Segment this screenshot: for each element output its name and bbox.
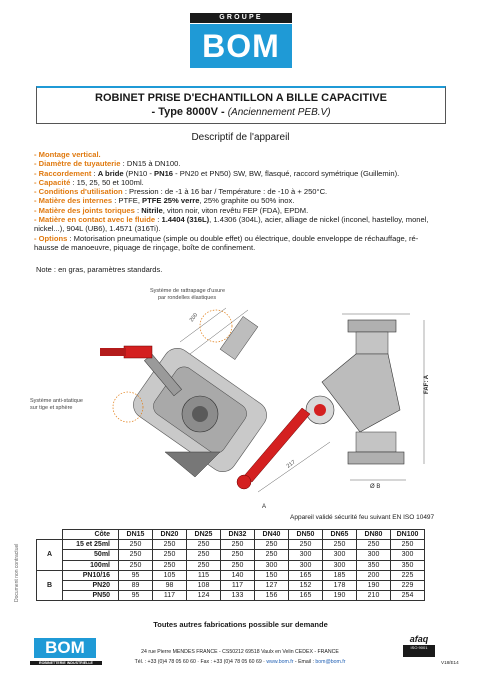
website-link[interactable]: www.bom.fr <box>266 659 294 665</box>
table-cell: 250 <box>187 540 221 550</box>
table-cell: 229 <box>391 580 425 590</box>
spec-joints: - Matière des joints toriques : Nitrile, viton noir, viton revêtu FEP (FDA), EPDM. <box>34 205 309 215</box>
table-cell: 250 <box>255 550 289 560</box>
type-label: - Type 8000V - <box>151 106 225 118</box>
caption-wear-system: Système de rattrapage d'usure <box>150 288 226 294</box>
footer-subtitle: ROBINETTERIE INDUSTRIELLE <box>30 661 102 665</box>
table-cell: 210 <box>357 591 391 601</box>
table-cell: 165 <box>289 591 323 601</box>
table-cell: 108 <box>187 580 221 590</box>
col-header: DN50 <box>289 530 323 540</box>
header-cote: Côte <box>63 530 119 540</box>
table-cell: 350 <box>391 560 425 570</box>
caption-antistatic-2: sur tige et sphère <box>30 405 73 411</box>
table-cell: 250 <box>221 540 255 550</box>
note: Note : en gras, paramètres standards. <box>36 265 163 274</box>
row-label: 15 et 25ml <box>63 540 119 550</box>
table-cell: 98 <box>153 580 187 590</box>
table-cell: 95 <box>119 591 153 601</box>
table-cell: 300 <box>255 560 289 570</box>
table-cell: 165 <box>289 570 323 580</box>
spec-options: - Options : Motorisation pneumatique (simple ou double effet) ou électrique, double enveloppe de réchauffage, ré- <box>34 233 419 243</box>
row-label: 100ml <box>63 560 119 570</box>
table-cell: 250 <box>221 560 255 570</box>
col-header: DN20 <box>153 530 187 540</box>
table-cell: 117 <box>153 591 187 601</box>
table-cell: 190 <box>323 591 357 601</box>
caption-antistatic: Système anti-statique <box>30 398 83 404</box>
certification-logo: afaq <box>409 634 429 644</box>
table-cell: 300 <box>391 550 425 560</box>
group-a: A <box>37 540 63 571</box>
table-cell: 300 <box>323 560 357 570</box>
brand-logo: BOM <box>190 24 292 68</box>
col-header: DN40 <box>255 530 289 540</box>
label-a: A <box>262 504 267 510</box>
table-cell: 250 <box>357 540 391 550</box>
table-cell: 95 <box>119 570 153 580</box>
table-cell: 156 <box>255 591 289 601</box>
table-cell: 300 <box>323 550 357 560</box>
table-row <box>37 570 425 580</box>
table-cell: 250 <box>255 540 289 550</box>
col-header: DN65 <box>323 530 357 540</box>
row-label: 50ml <box>63 550 119 560</box>
spec-capacite: - Capacité : 15, 25, 50 et 100ml. <box>34 177 144 187</box>
table-cell: 250 <box>153 550 187 560</box>
valve-drawing <box>30 282 460 522</box>
spec-diametre: - Diamètre de tuyauterie : DN15 à DN100. <box>34 159 181 169</box>
table-cell: 250 <box>221 550 255 560</box>
contact-phone-fax: Tél. : +33 (0)4 78 05 60 60 · Fax : +33 (0)4 78 05 60 69 · <box>134 659 267 665</box>
caption-wear-system-2: par rondelles élastiques <box>158 295 217 301</box>
table-cell: 178 <box>323 580 357 590</box>
version-code: V18/E14 <box>441 660 459 665</box>
row-label: PN10/16 <box>63 570 119 580</box>
row-label: PN50 <box>63 591 119 601</box>
table-row <box>37 560 425 570</box>
email-label: - Email : <box>293 659 316 665</box>
fabrications-note: Toutes autres fabrications possible sur demande <box>153 620 328 629</box>
table-cell: 127 <box>255 580 289 590</box>
spec-contact-cont: nickel...), 904L (UB6), 1.4571 (316Ti). <box>34 224 161 234</box>
table-row <box>37 540 425 550</box>
spec-contact: - Matière en contact avec le fluide : 1.4404 (316L), 1.4306 (304L), acier, alliage de nickel (inconel, hastelloy, monel, <box>34 215 429 225</box>
col-header: DN32 <box>221 530 255 540</box>
table-cell: 115 <box>187 570 221 580</box>
table-cell: 300 <box>357 550 391 560</box>
table-cell: 150 <box>255 570 289 580</box>
fire-safety-approval: Appareil validé sécurité feu suivant EN ISO 10497 <box>290 514 435 521</box>
spec-raccordement: - Raccordement : A bride (PN10 - PN16 - PN20 et PN50) SW, BW, flasqué, raccord symétrique (Guillemin). <box>34 168 400 178</box>
table-row <box>37 550 425 560</box>
table-cell: 89 <box>119 580 153 590</box>
table-cell: 250 <box>187 560 221 570</box>
table-cell: 105 <box>153 570 187 580</box>
table-cell: 133 <box>221 591 255 601</box>
table-cell: 250 <box>119 550 153 560</box>
table-cell: 250 <box>391 540 425 550</box>
side-note: Document non contractuel <box>14 543 20 602</box>
dim-phi-b: Ø B <box>370 484 381 490</box>
table-cell: 250 <box>153 540 187 550</box>
table-cell: 250 <box>119 560 153 570</box>
table-cell: 152 <box>289 580 323 590</box>
email-link[interactable]: bom@bom.fr <box>315 659 346 665</box>
dim-faf: FAF: A <box>424 374 430 394</box>
spec-montage: - Montage vertical. <box>34 150 101 159</box>
table-cell: 185 <box>323 570 357 580</box>
table-cell: 140 <box>221 570 255 580</box>
col-header: DN80 <box>357 530 391 540</box>
footer-logo: BOM <box>34 638 96 658</box>
group-b: B <box>37 570 63 601</box>
external-valve <box>237 314 424 492</box>
spec-list <box>34 150 454 252</box>
dim-200: 200 <box>188 312 200 324</box>
col-header: DN15 <box>119 530 153 540</box>
group-label: GROUPE <box>190 13 292 23</box>
table-cell: 124 <box>187 591 221 601</box>
table-row <box>37 580 425 590</box>
table-cell: 225 <box>391 570 425 580</box>
table-cell: 350 <box>357 560 391 570</box>
table-corner <box>37 530 63 540</box>
cutaway-valve <box>100 308 272 477</box>
table-header-row <box>37 530 425 540</box>
former-name: (Anciennement PEB.V) <box>227 107 331 118</box>
spec-options-cont: hausse de manoeuvre, piquage de rinçage, boîte de confinement. <box>34 242 256 252</box>
spec-internes: - Matière des internes : PTFE, PTFE 25% verre, 25% graphite ou 50% inox. <box>34 196 295 206</box>
col-header: DN25 <box>187 530 221 540</box>
description-heading: Descriptif de l'appareil <box>191 132 290 143</box>
table-cell: 254 <box>391 591 425 601</box>
page-title: ROBINET PRISE D'ECHANTILLON A BILLE CAPACITIVE <box>95 92 387 104</box>
title-box <box>36 86 446 124</box>
table-cell: 250 <box>153 560 187 570</box>
table-cell: 300 <box>289 550 323 560</box>
spec-conditions: - Conditions d'utilisation : Pression : de -1 à 16 bar / Température : de -10 à + 250°C. <box>34 187 328 197</box>
table-cell: 190 <box>357 580 391 590</box>
table-cell: 200 <box>357 570 391 580</box>
dimension-table <box>36 529 425 601</box>
dim-217: 217 <box>285 459 297 470</box>
table-row <box>37 591 425 601</box>
table-cell: 250 <box>323 540 357 550</box>
table-cell: 300 <box>289 560 323 570</box>
product-type <box>37 106 445 118</box>
table-cell: 250 <box>119 540 153 550</box>
table-cell: 250 <box>289 540 323 550</box>
footer-contact <box>100 659 380 665</box>
table-cell: 250 <box>187 550 221 560</box>
col-header: DN100 <box>391 530 425 540</box>
row-label: PN20 <box>63 580 119 590</box>
certification-badge: ISO 9001 <box>403 645 435 657</box>
footer-address: 24 rue Pierre MENDES FRANCE - CS50212 69518 Vaulx en Velin CEDEX - FRANCE <box>141 649 339 655</box>
table-cell: 117 <box>221 580 255 590</box>
